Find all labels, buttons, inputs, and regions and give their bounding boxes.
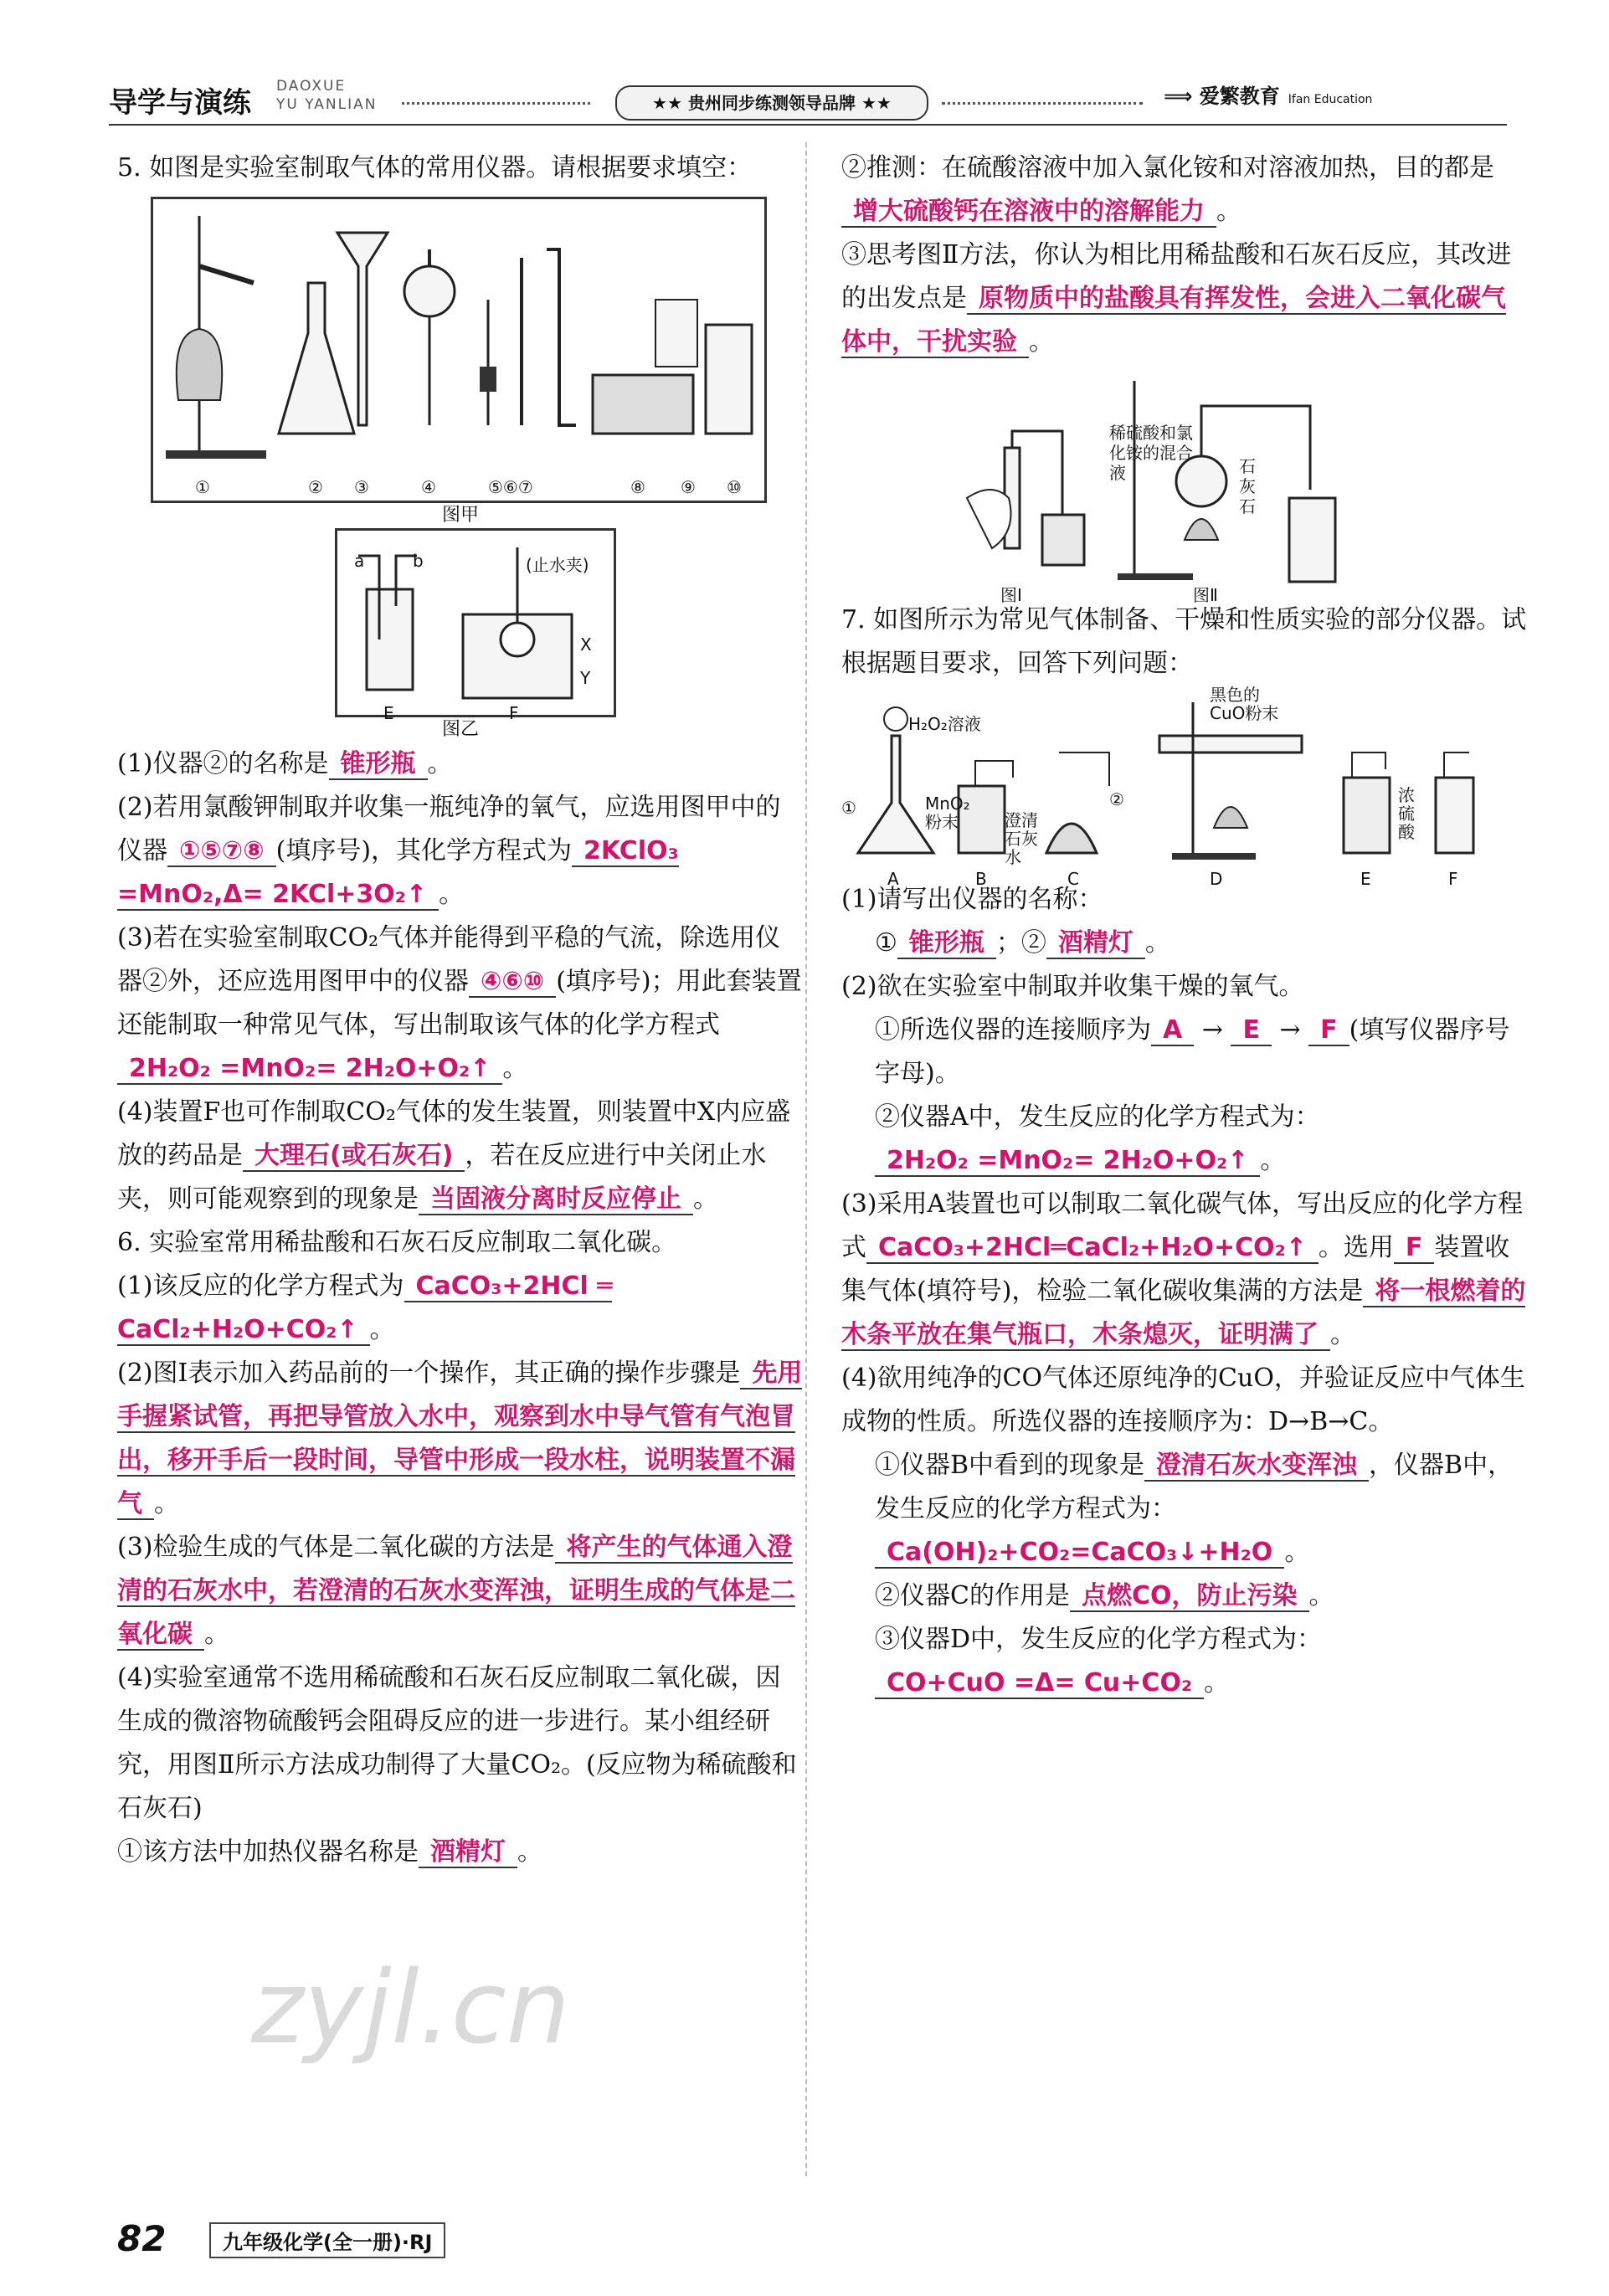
q7-p4-1-text: ①仪器B中看到的现象是 bbox=[875, 1451, 1145, 1480]
q6-p1-text: (1)该反应的化学方程式为 bbox=[117, 1271, 404, 1301]
q7-part2: (2)欲在实验室中制取并收集干燥的氧气。 bbox=[841, 972, 1304, 1001]
q7-p1-b-text: ；② bbox=[995, 928, 1046, 958]
label-h2o2: H₂O₂溶液 bbox=[908, 714, 981, 734]
fig-yi-caption: 图乙 bbox=[441, 719, 479, 740]
q5-part1 bbox=[117, 742, 804, 786]
q5-part4 bbox=[117, 1091, 804, 1221]
label-two: ② bbox=[1109, 789, 1124, 809]
q5-p1-text: (1)仪器②的名称是 bbox=[117, 749, 329, 778]
fig-jia-caption: 图甲 bbox=[441, 505, 479, 526]
label-10: ⑩ bbox=[727, 477, 742, 497]
q7-part4: (4)欲用纯净的CO气体还原纯净的CuO，并验证反应中气体生成物的性质。所选仪器的连接顺序为：D→B→C。 bbox=[841, 1364, 1525, 1436]
q7-p3-text: (3)采用A装置也可以制取二氧化碳气体，写出反应的化学方程式 bbox=[841, 1189, 1524, 1262]
q6-part4-1 bbox=[117, 1831, 804, 1874]
q5-p3-equation: 2H₂O₂ =MnO₂= 2H₂O+O₂↑ bbox=[117, 1054, 502, 1085]
q7-p4-2-end: 。 bbox=[1308, 1581, 1334, 1610]
q6-p4-2-end: 。 bbox=[1216, 197, 1241, 226]
q7-p2-1-c: F bbox=[1308, 1015, 1349, 1046]
q7-part4-2 bbox=[841, 1574, 1528, 1618]
q6-p2-text: (2)图Ⅰ表示加入药品前的一个操作，其正确的操作步骤是 bbox=[117, 1359, 741, 1388]
label-mno2: MnO₂粉末 bbox=[925, 794, 970, 832]
q6-p4-1-answer: 酒精灯 bbox=[419, 1837, 517, 1868]
label-lime: 澄清石灰水 bbox=[1005, 810, 1038, 867]
q7-p2-1-b: E bbox=[1231, 1015, 1272, 1046]
q6-p1-equation: CaCO₃+2HCl ═ CaCl₂+H₂O+CO₂↑ bbox=[117, 1271, 613, 1344]
q7-p4-2-answer: 点燃CO，防止污染 bbox=[1070, 1581, 1309, 1612]
q5-part3 bbox=[117, 917, 804, 1091]
q7-p4-2-text: ②仪器C的作用是 bbox=[875, 1581, 1070, 1610]
q5-figure-yi bbox=[335, 528, 616, 723]
caption-fig1: 图Ⅰ bbox=[1000, 585, 1022, 605]
q5-p3-mid: (填序号)；用此套装置还能制取一种常见气体，写出制取该气体的化学方程式 bbox=[117, 967, 802, 1040]
q6-p3-text: (3)检验生成的气体是二氧化碳的方法是 bbox=[117, 1533, 555, 1562]
label-mix: 稀硫酸和氯化铵的混合液 bbox=[1109, 423, 1193, 483]
q6-stem: 6. 实验室常用稀盐酸和石灰石反应制取二氧化碳。 bbox=[117, 1228, 677, 1257]
q6-part2 bbox=[117, 1352, 804, 1526]
q7-p1-a-text: ① bbox=[875, 928, 897, 958]
q6-part4: (4)实验室通常不选用稀硫酸和石灰石反应制取二氧化碳，因生成的微溶物硫酸钙会阻碍反应的进一步进行。某小组经研究，用图Ⅱ所示方法成功制得了大量CO₂。(反应物为稀硫酸和石灰石) bbox=[117, 1663, 797, 1823]
q7-p4-3-text: ③仪器D中，发生反应的化学方程式为： bbox=[875, 1625, 1323, 1654]
q5-p4-text: (4)装置F也可作制取CO₂气体的发生装置，则装置中X内应盛放的药品是 bbox=[117, 1097, 791, 1170]
q7-p2-1-text: ①所选仪器的连接顺序为 bbox=[875, 1015, 1151, 1045]
q5-p2-text: (2)若用氯酸钾制取并收集一瓶纯净的氧气，应选用图甲中的仪器 bbox=[117, 793, 781, 865]
q5-p4-mid: ，若在反应进行中关闭止水夹，则可能观察到的现象是 bbox=[117, 1141, 767, 1214]
label-4: ④ bbox=[421, 477, 436, 497]
q7-p4-1-answer: 澄清石灰水变浑浊 bbox=[1144, 1451, 1369, 1482]
q6-p4-3-end: 。 bbox=[1029, 327, 1054, 357]
label-f: F bbox=[509, 703, 519, 723]
label-C: C bbox=[1067, 869, 1079, 889]
label-3: ③ bbox=[354, 477, 369, 497]
q5-p2-mid: (填序号)，其化学方程式为 bbox=[275, 836, 573, 865]
q6-part4-2 bbox=[841, 146, 1528, 234]
q6-p2-answer: 先用手握紧试管，再把导管放入水中，观察到水中导气管有气泡冒出，移开手后一段时间，导管中形成一段水柱，说明装置不漏气 bbox=[117, 1359, 803, 1518]
label-a: a bbox=[354, 551, 365, 571]
q6-p3-answer: 将产生的气体通入澄清的石灰水中，若澄清的石灰水变浑浊，证明生成的气体是二氧化碳 bbox=[117, 1533, 795, 1649]
q7-p2-1-a: A bbox=[1151, 1015, 1194, 1046]
q7-p3-end: 。 bbox=[1330, 1320, 1355, 1349]
label-567: ⑤⑥⑦ bbox=[488, 477, 533, 497]
q7-p2-2-equation: 2H₂O₂ =MnO₂= 2H₂O+O₂↑ bbox=[875, 1146, 1260, 1177]
q5-p4-end: 。 bbox=[693, 1184, 718, 1214]
q7-p3-answer2: 将一根燃着的木条平放在集气瓶口，木条熄灭，证明满了 bbox=[841, 1276, 1526, 1349]
q7-p4-1-equation: Ca(OH)₂+CO₂=CaCO₃↓+H₂O bbox=[875, 1538, 1284, 1569]
right-column bbox=[841, 146, 1528, 1705]
brand-pinyin bbox=[276, 77, 377, 114]
q6-part1 bbox=[117, 1265, 804, 1352]
q5-p1-end: 。 bbox=[427, 749, 453, 778]
q7-part1: (1)请写出仪器的名称： bbox=[841, 885, 1103, 914]
label-b: b bbox=[413, 551, 424, 571]
header-rule bbox=[109, 124, 1507, 126]
q7-part4-3 bbox=[841, 1618, 1528, 1705]
q7-p3-mid2: 装置收集气体(填符号)，检验二氧化碳收集满的方法是 bbox=[841, 1233, 1510, 1306]
label-cuo: 黑色的CuO粉末 bbox=[1210, 685, 1279, 723]
label-one: ① bbox=[841, 798, 856, 818]
label-9: ⑨ bbox=[681, 477, 696, 497]
q7-p3-answer1: F bbox=[1394, 1233, 1435, 1264]
q5-part2 bbox=[117, 786, 804, 917]
label-8: ⑧ bbox=[630, 477, 645, 497]
pinyin-line1: DAOXUE bbox=[276, 78, 347, 95]
q7-p1-a-answer: 锥形瓶 bbox=[897, 928, 996, 959]
q7-p4-1-end: 。 bbox=[1284, 1538, 1310, 1567]
q5-p4-answer2: 当固液分离时反应停止 bbox=[419, 1184, 693, 1215]
q7-p2-2-text: ②仪器A中，发生反应的化学方程式为： bbox=[875, 1102, 1320, 1132]
q7-part2-2 bbox=[841, 1096, 1528, 1183]
label-acid: 浓硫酸 bbox=[1398, 785, 1415, 842]
logo-en: Ifan Education bbox=[1288, 93, 1373, 106]
q7-part1-answers bbox=[841, 922, 1528, 965]
q7-p2-1-end: (填写仪器序号字母)。 bbox=[875, 1015, 1510, 1088]
q7-stem: 7. 如图所示为常见气体制备、干燥和性质实验的部分仪器。试根据题目要求，回答下列问题： bbox=[841, 605, 1527, 678]
label-x: X bbox=[580, 634, 592, 655]
q6-figures bbox=[841, 372, 1528, 605]
q5-p3-answer: ④⑥⑩ bbox=[469, 967, 556, 998]
q6-p4-2-text: ②推测：在硫酸溶液中加入氯化铵和对溶液加热，目的都是 bbox=[841, 153, 1494, 182]
q5-p2-equation: 2KClO₃ =MnO₂,Δ= 2KCl+3O₂↑ bbox=[117, 836, 679, 909]
brand-title: 导学与演练 bbox=[109, 86, 251, 120]
label-clip: (止水夹) bbox=[526, 555, 589, 575]
q5-p1-answer: 锥形瓶 bbox=[329, 749, 428, 780]
q5-stem: 5. 如图是实验室制取气体的常用仪器。请根据要求填空： bbox=[117, 153, 753, 182]
page-header bbox=[0, 0, 1609, 134]
q7-p3-mid1: 。选用 bbox=[1318, 1233, 1394, 1262]
label-2: ② bbox=[308, 477, 323, 497]
q7-p1-b-answer: 酒精灯 bbox=[1046, 928, 1145, 959]
q6-p4-2-answer: 增大硫酸钙在溶液中的溶解能力 bbox=[841, 197, 1216, 228]
q7-figure bbox=[841, 685, 1528, 889]
q6-p4-1-end: 。 bbox=[517, 1837, 542, 1867]
q7-p4-1-mid: ，仪器B中，发生反应的化学方程式为： bbox=[875, 1451, 1514, 1523]
publisher-logo bbox=[1164, 80, 1372, 109]
logo-icon: ⟹ bbox=[1164, 85, 1200, 108]
q5-p2-answer: ①⑤⑦⑧ bbox=[167, 836, 276, 867]
q5-p3-end: 。 bbox=[502, 1054, 528, 1083]
q7-part4-1 bbox=[841, 1444, 1528, 1574]
label-y: Y bbox=[580, 668, 591, 688]
figure-1-2-drawing bbox=[841, 372, 1528, 598]
pinyin-line2: YU YANLIAN bbox=[276, 96, 378, 113]
label-D: D bbox=[1210, 869, 1223, 889]
label-B: B bbox=[975, 869, 987, 889]
q7-p3-equation: CaCO₃+2HCl═CaCl₂+H₂O+CO₂↑ bbox=[866, 1233, 1319, 1264]
column-divider bbox=[805, 142, 807, 2176]
header-dots-right bbox=[942, 102, 1143, 105]
logo-text: 爱繁教育 bbox=[1199, 85, 1280, 108]
q6-p4-1-text: ①该方法中加热仪器名称是 bbox=[117, 1837, 419, 1867]
label-stone: 石灰石 bbox=[1239, 456, 1256, 516]
q7-p2-2-end: 。 bbox=[1260, 1146, 1286, 1175]
q6-p1-end: 。 bbox=[369, 1315, 395, 1344]
caption-fig2: 图Ⅱ bbox=[1193, 585, 1218, 605]
q6-part4-3 bbox=[841, 234, 1528, 364]
q5-figure-jia bbox=[151, 197, 767, 503]
watermark: zyjl.cn bbox=[251, 1950, 570, 2067]
label-e: E bbox=[383, 703, 394, 723]
q6-p3-end: 。 bbox=[204, 1620, 229, 1649]
q7-p4-3-equation: CO+CuO =Δ= Cu+CO₂ bbox=[875, 1668, 1204, 1699]
left-column bbox=[117, 146, 804, 1874]
page-number: 82 bbox=[117, 2218, 167, 2259]
apparatus-drawing bbox=[153, 199, 764, 501]
book-title: 九年级化学(全一册)·RJ bbox=[209, 2222, 445, 2258]
label-A: A bbox=[887, 869, 899, 889]
q7-p1-end: 。 bbox=[1144, 928, 1170, 958]
label-E: E bbox=[1360, 869, 1371, 889]
q5-p2-end: 。 bbox=[439, 880, 465, 909]
label-F: F bbox=[1448, 869, 1458, 889]
label-1: ① bbox=[195, 477, 210, 497]
q6-p4-3-answer: 原物质中的盐酸具有挥发性，会进入二氧化碳气体中，干扰实验 bbox=[841, 284, 1506, 357]
header-badge: ★★ 贵州同步练测领导品牌 ★★ bbox=[615, 85, 928, 121]
q6-p4-3-text: ③思考图Ⅱ方法，你认为相比用稀盐酸和石灰石反应，其改进的出发点是 bbox=[841, 240, 1512, 313]
q7-part2-1: ①所选仪器的连接顺序为 A → E → F (填写仪器序号字母)。 bbox=[875, 1015, 1510, 1088]
q5-p3-text: (3)若在实验室制取CO₂气体并能得到平稳的气流，除选用仪器②外，还应选用图甲中的仪器 bbox=[117, 923, 781, 996]
q6-p2-end: 。 bbox=[154, 1489, 179, 1518]
header-dots-left bbox=[402, 102, 590, 105]
q6-part3 bbox=[117, 1526, 804, 1657]
q5-p4-answer1: 大理石(或石灰石) bbox=[243, 1141, 465, 1172]
q7-part3 bbox=[841, 1183, 1528, 1357]
q7-p4-3-end: 。 bbox=[1204, 1668, 1230, 1698]
